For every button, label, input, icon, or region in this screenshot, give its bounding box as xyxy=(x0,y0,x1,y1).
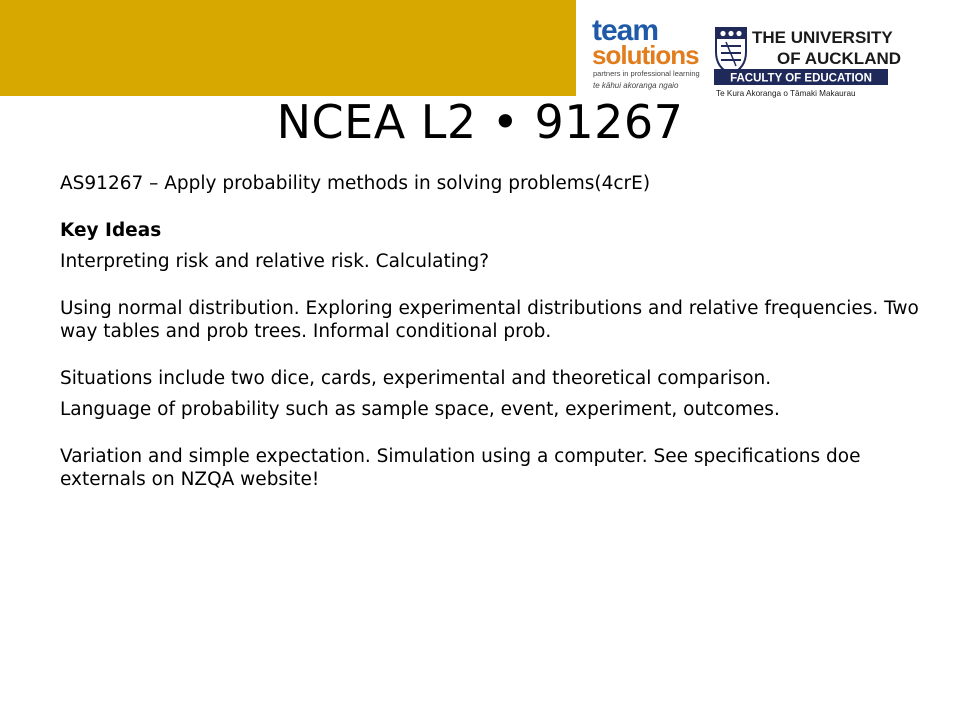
team-solutions-line2: solutions xyxy=(592,40,699,70)
paragraph-risk: Interpreting risk and relative risk. Calculating? xyxy=(60,251,490,272)
slide-body xyxy=(60,172,920,491)
paragraph-variation: Variation and simple expectation. Simulation using a computer. See specifications doe externals on NZQA website! xyxy=(60,446,861,490)
team-solutions-tagline: partners in professional learning xyxy=(593,69,700,78)
university-line1: THE UNIVERSITY xyxy=(752,28,893,47)
header-logos xyxy=(590,8,960,100)
key-ideas-heading: Key Ideas xyxy=(60,220,162,241)
header-gold-bar xyxy=(0,0,576,96)
team-solutions-line1: team xyxy=(592,14,659,47)
paragraph-situations: Situations include two dice, cards, experimental and theoretical comparison. xyxy=(60,368,772,389)
university-logo xyxy=(714,28,901,98)
university-maori: Te Kura Akoranga o Tāmaki Makaurau xyxy=(716,89,856,98)
university-line2: OF AUCKLAND xyxy=(777,49,902,68)
paragraph-language: Language of probability such as sample space, event, experiment, outcomes. xyxy=(60,399,780,420)
team-solutions-maori: te kāhui akoranga ngaio xyxy=(593,81,679,90)
team-solutions-logo xyxy=(592,14,700,90)
standard-description: AS91267 – Apply probability methods in solving problems(4crE) xyxy=(60,173,651,194)
faculty-label: FACULTY OF EDUCATION xyxy=(730,72,872,85)
paragraph-distribution: Using normal distribution. Exploring experimental distributions and relative frequencies. Two way tables and prob trees. Informal conditional prob. xyxy=(60,298,919,342)
page-title: NCEA L2 • 91267 xyxy=(276,95,684,149)
crest-icon xyxy=(716,28,746,74)
